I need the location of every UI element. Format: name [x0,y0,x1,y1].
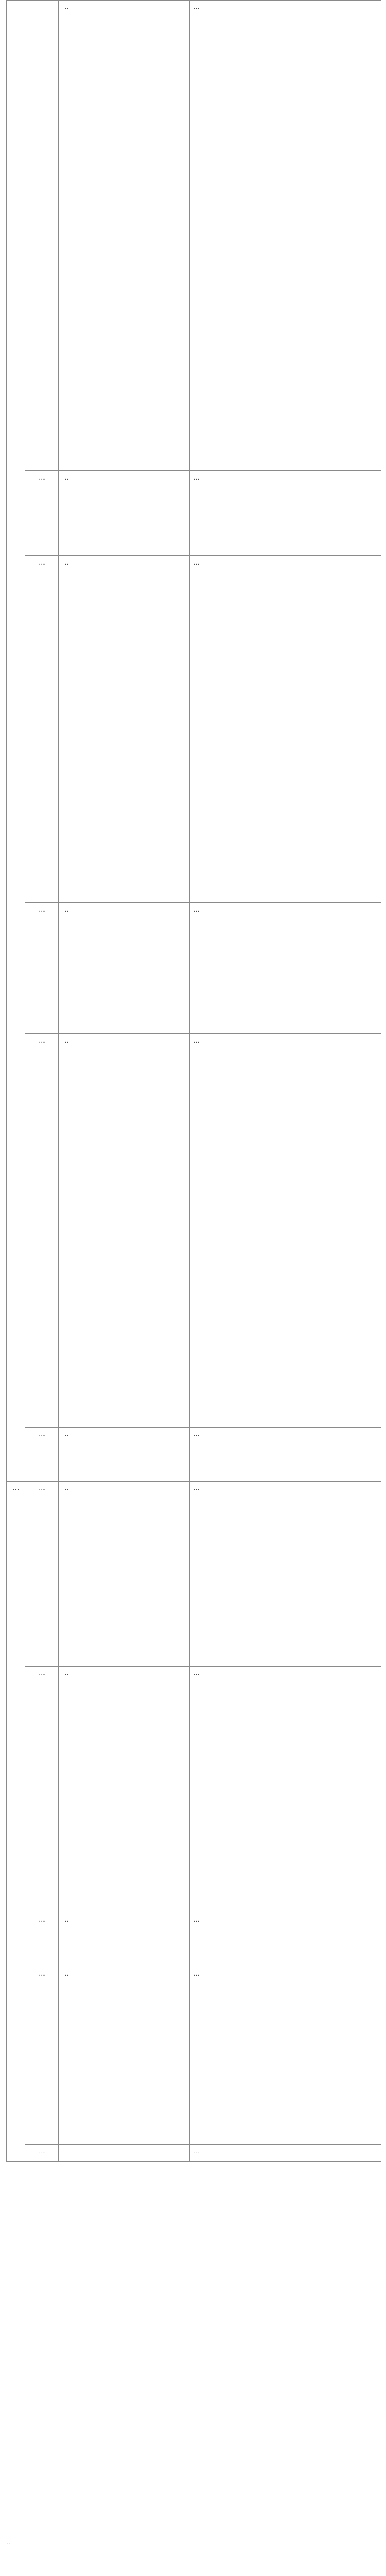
mid-risk-cell: … [190,556,381,903]
mid-risk-cell: … [190,2145,381,2162]
district-cell: … [25,1667,59,1913]
table-row [7,1967,381,2145]
high-risk-cell: … [59,1913,190,1967]
table-row [7,1913,381,1967]
high-risk-cell: … [59,1967,190,2145]
table-row [7,2145,381,2162]
table-row [7,1667,381,1913]
table-row [7,1482,381,1667]
high-risk-cell: … [59,1,190,471]
district-cell: … [25,1482,59,1667]
mid-risk-cell: … [190,1667,381,1913]
mid-risk-cell: … [190,903,381,1034]
district-cell: … [25,2145,59,2162]
high-risk-cell: … [59,1482,190,1667]
table-row [7,1,381,471]
mid-risk-cell: … [190,471,381,556]
high-risk-cell: … [59,903,190,1034]
risk-area-table [6,0,381,2162]
table-row [7,1428,381,1482]
high-risk-cell: … [59,1667,190,1913]
district-cell [25,1,59,471]
high-risk-cell: … [59,471,190,556]
high-risk-cell: … [59,1034,190,1428]
high-risk-cell: … [59,1428,190,1482]
group-cell: … [7,1482,25,2162]
mid-risk-cell: … [190,1967,381,2145]
mid-risk-cell: … [190,1482,381,1667]
district-cell: … [25,1034,59,1428]
high-risk-cell [59,2145,190,2162]
table-row [7,471,381,556]
district-cell: … [25,556,59,903]
district-cell: … [25,471,59,556]
table-row [7,1034,381,1428]
mid-risk-cell: … [190,1428,381,1482]
mid-risk-cell: … [190,1913,381,1967]
group-cell [7,1,25,1482]
district-cell: … [25,1913,59,1967]
mid-risk-cell: … [190,1034,381,1428]
district-cell: … [25,1967,59,2145]
mid-risk-cell: … [190,1,381,471]
footnote: … [6,2539,13,2547]
district-cell: … [25,1428,59,1482]
district-cell: … [25,903,59,1034]
table-row [7,903,381,1034]
table-row [7,556,381,903]
high-risk-cell: … [59,556,190,903]
